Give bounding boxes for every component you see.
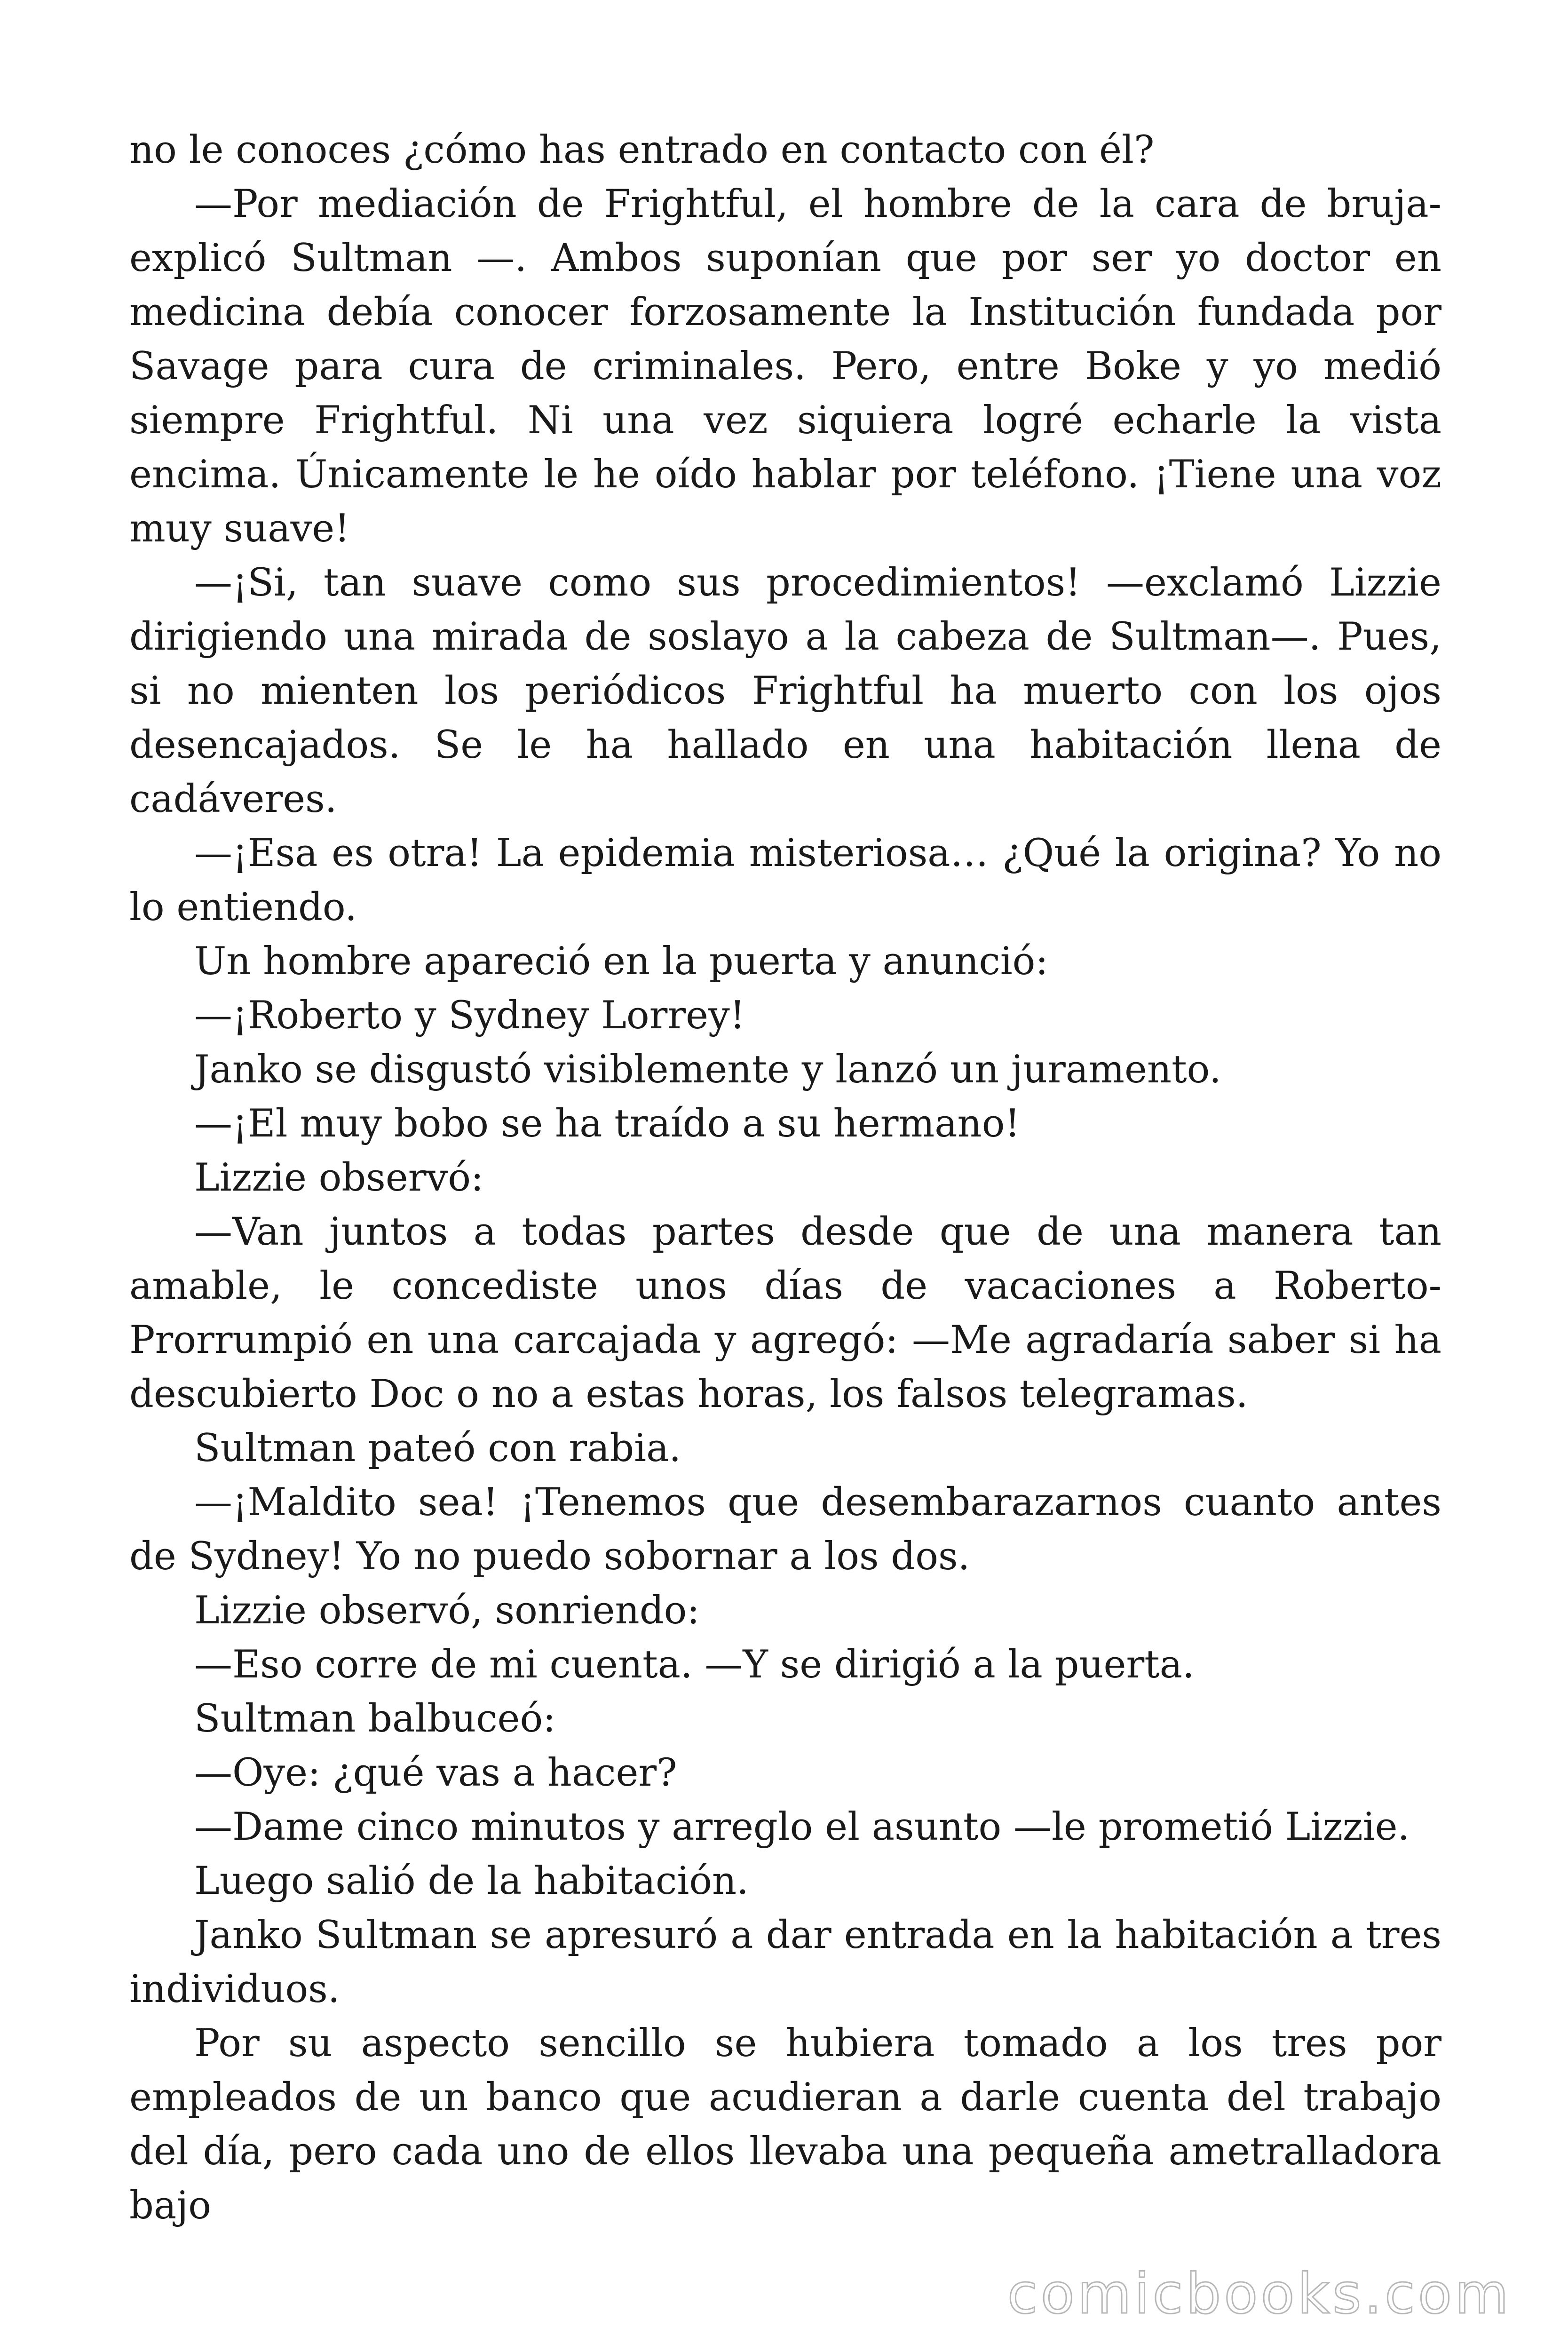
paragraph: —¡Esa es otra! La epidemia misteriosa… ¿Qué la origina? Yo no lo entiendo.: [129, 831, 1441, 930]
watermark-logo: comicbooks.com: [1007, 2261, 1512, 2326]
paragraph: no le conoces ¿cómo has entrado en contacto con él?: [129, 128, 1155, 172]
paragraph: Janko Sultman se apresuró a dar entrada en la habitación a tres individuos.: [129, 1913, 1441, 2011]
paragraph: —Oye: ¿qué vas a hacer?: [194, 1751, 677, 1795]
paragraph: —¡El muy bobo se ha traído a su hermano!: [194, 1102, 1021, 1146]
paragraph: —¡Roberto y Sydney Lorrey!: [194, 993, 745, 1038]
paragraph: —Eso corre de mi cuenta. —Y se dirigió a la puerta.: [194, 1643, 1195, 1687]
paragraph: Un hombre apareció en la puerta y anunció:: [194, 939, 1048, 984]
paragraph: Lizzie observó:: [194, 1156, 484, 1200]
paragraph: —Van juntos a todas partes desde que de una manera tan amable, le concediste unos días de vacaciones a Roberto- Prorrumpió en una carcajada y agregó: —Me agradaría saber si ha descubierto Doc o no a estas horas, los falsos telegramas.: [129, 1210, 1441, 1416]
paragraph: Lizzie observó, sonriendo:: [194, 1589, 700, 1633]
paragraph: —¡Maldito sea! ¡Tenemos que desembarazarnos cuanto antes de Sydney! Yo no puedo sobornar a los dos.: [129, 1480, 1441, 1579]
paragraph: —¡Si, tan suave como sus procedimientos! —exclamó Lizzie dirigiendo una mirada de soslayo a la cabeza de Sultman—. Pues, si no mienten los periódicos Frightful ha muerto con los ojos desencajados. Se le ha hallado en una habitación llena de cadáveres.: [129, 561, 1441, 821]
paragraph: Janko se disgustó visiblemente y lanzó un juramento.: [194, 1048, 1221, 1092]
paragraph: Sultman balbuceó:: [194, 1697, 556, 1741]
body-text: [129, 123, 1441, 2233]
paragraph: Por su aspecto sencillo se hubiera tomado a los tres por empleados de un banco que acudieran a darle cuenta del trabajo del día, pero cada uno de ellos llevaba una pequeña ametralladora bajo: [129, 2021, 1441, 2228]
paragraph: —Dame cinco minutos y arreglo el asunto —le prometió Lizzie.: [194, 1805, 1410, 1849]
paragraph: —Por mediación de Frightful, el hombre de la cara de bruja- explicó Sultman —. Ambos suponían que por ser yo doctor en medicina debía conocer forzosamente la Institución fundada por Savage para cura de criminales. Pero, entre Boke y yo medió siempre Frightful. Ni una vez siquiera logré echarle la vista encima. Únicamente le he oído hablar por teléfono. ¡Tiene una voz muy suave!: [129, 182, 1441, 551]
paragraph: Luego salió de la habitación.: [194, 1859, 749, 1903]
paragraph: Sultman pateó con rabia.: [194, 1426, 681, 1470]
